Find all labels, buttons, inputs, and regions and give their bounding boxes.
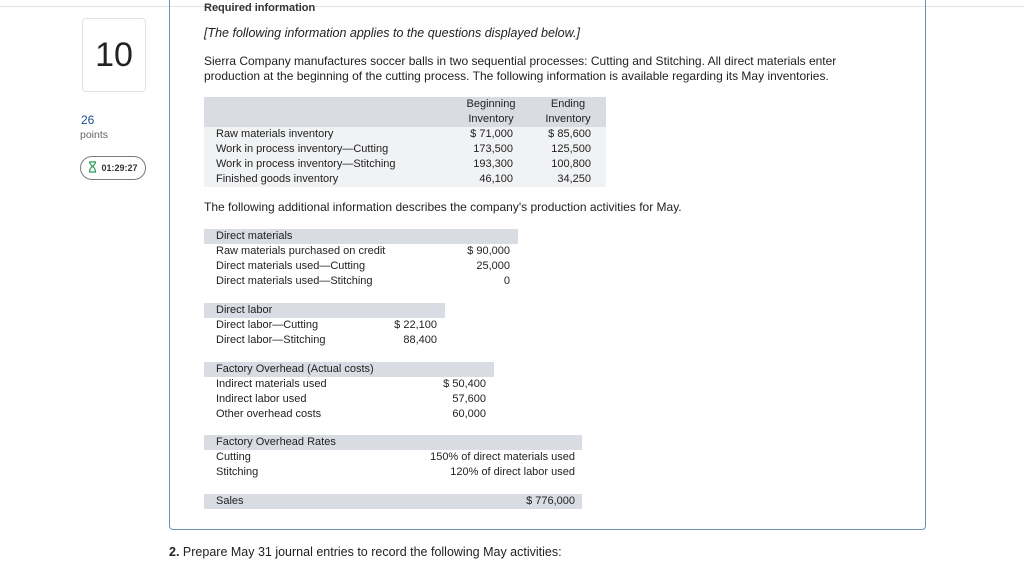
- intro-text: [The following information applies to the questions displayed below.]: [204, 26, 580, 40]
- table-cell-begin: 173,500: [473, 143, 513, 155]
- table-row-label: Direct materials used—Cutting: [216, 260, 366, 272]
- part-2-text: Prepare May 31 journal entries to record the following May activities:: [182, 545, 562, 559]
- additional-info-text: The following additional information describes the company's production activities for May.: [204, 200, 682, 214]
- table-cell-value: 88,400: [403, 334, 437, 346]
- table-row-label: Other overhead costs: [216, 408, 322, 420]
- table-cell-value: 0: [503, 275, 510, 287]
- table-cell-value: 150% of direct materials used: [430, 451, 575, 463]
- table-row-label: Stitching: [216, 466, 259, 478]
- table-cell-value: 57,600: [452, 393, 486, 405]
- part-2-question: [169, 545, 562, 559]
- table-cell-value: $ 50,400: [443, 378, 486, 390]
- table-cell-value: 60,000: [452, 408, 486, 420]
- table-cell-begin: 193,300: [473, 158, 513, 170]
- timer-badge[interactable]: [80, 156, 146, 180]
- overhead-header: Factory Overhead (Actual costs): [216, 363, 374, 375]
- table-cell-end: 34,250: [557, 173, 591, 185]
- sales-label: Sales: [216, 495, 244, 507]
- table-cell-end: 125,500: [551, 143, 591, 155]
- table-cell-begin: $ 71,000: [470, 128, 513, 140]
- table-row-label: Direct labor—Stitching: [216, 334, 326, 346]
- table-cell-value: $ 22,100: [394, 319, 437, 331]
- points-value: 26: [81, 113, 95, 127]
- table-row-label: Indirect materials used: [216, 378, 327, 390]
- hourglass-icon: [88, 161, 97, 175]
- points-label: points: [80, 129, 109, 141]
- col-ending-line2: Inventory: [545, 113, 591, 125]
- table-row-label: Work in process inventory—Cutting: [216, 143, 389, 155]
- table-row-label: Indirect labor used: [216, 393, 307, 405]
- table-cell-begin: 46,100: [479, 173, 513, 185]
- rates-header: Factory Overhead Rates: [216, 436, 336, 448]
- part-2-number: 2.: [169, 545, 180, 559]
- question-number: 10: [82, 18, 146, 92]
- table-row-label: Work in process inventory—Stitching: [216, 158, 396, 170]
- required-information-title: Required information: [204, 2, 316, 14]
- table-row-label: Direct labor—Cutting: [216, 319, 319, 331]
- problem-paragraph: Sierra Company manufactures soccer balls in two sequential processes: Cutting and Stitching. All direct materials enter production at the beginning of the cutting process. The following information is available regarding its May inventories.: [204, 54, 837, 83]
- table-cell-value: $ 90,000: [467, 245, 510, 257]
- table-row-label: Direct materials used—Stitching: [216, 275, 373, 287]
- timer-value: 01:29:27: [101, 163, 138, 173]
- table-cell-value: 120% of direct labor used: [450, 466, 575, 478]
- table-cell-value: 25,000: [476, 260, 510, 272]
- table-row-label: Raw materials purchased on credit: [216, 245, 386, 257]
- table-cell-end: $ 85,600: [548, 128, 591, 140]
- table-row-label: Cutting: [216, 451, 251, 463]
- table-row-label: Finished goods inventory: [216, 173, 339, 185]
- col-beginning-line1: Beginning: [466, 98, 516, 110]
- col-beginning-line2: Inventory: [468, 113, 514, 125]
- direct-labor-header: Direct labor: [216, 304, 273, 316]
- col-ending-line1: Ending: [550, 98, 586, 110]
- table-cell-end: 100,800: [551, 158, 591, 170]
- sales-value: $ 776,000: [526, 495, 575, 507]
- table-row-label: Raw materials inventory: [216, 128, 334, 140]
- direct-materials-header: Direct materials: [216, 230, 293, 242]
